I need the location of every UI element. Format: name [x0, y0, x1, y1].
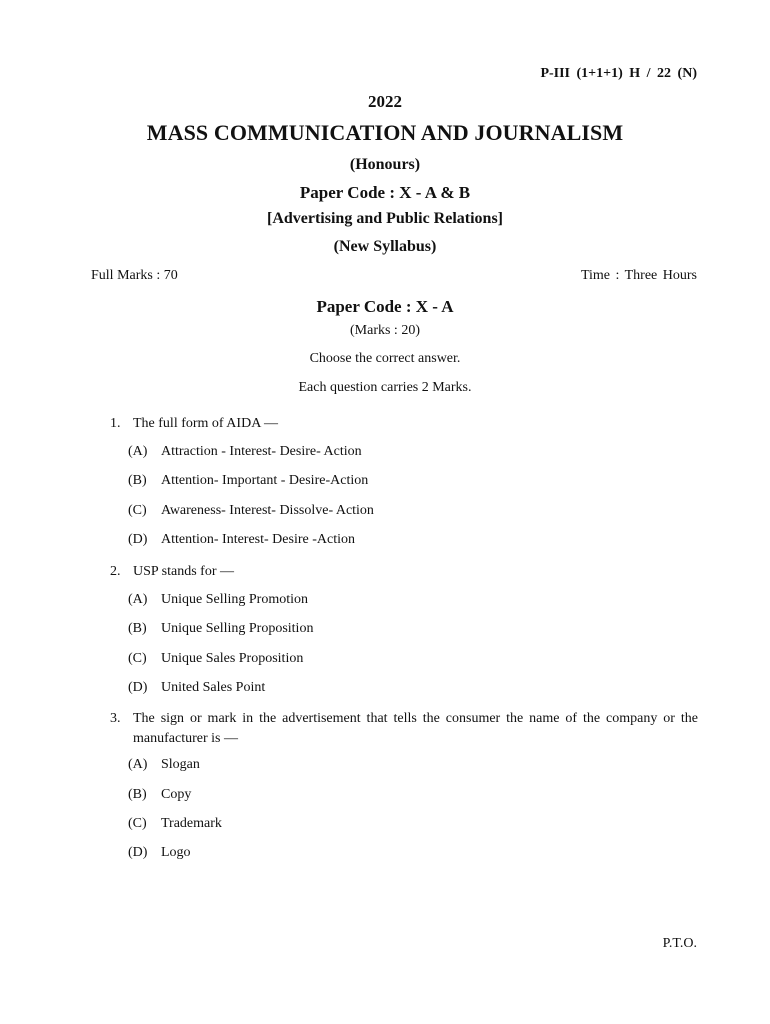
question-number: 3. — [110, 711, 121, 726]
please-turn-over: P.T.O. — [662, 936, 697, 951]
option-label: (A) — [128, 757, 148, 772]
section-title: Paper Code : X - A — [316, 297, 454, 316]
option-text: Trademark — [161, 816, 222, 831]
question-text: The full form of AIDA — — [133, 416, 279, 431]
option-label: (D) — [128, 532, 148, 547]
question-number: 1. — [110, 416, 121, 431]
option-label: (D) — [128, 845, 148, 860]
option-label: (B) — [128, 621, 147, 636]
question — [0, 709, 770, 749]
instruction: Choose the correct answer. — [309, 351, 461, 366]
section-marks: (Marks : 20) — [350, 323, 420, 338]
question — [0, 562, 770, 582]
question-text: USP stands for — — [133, 564, 234, 579]
option-label: (C) — [128, 651, 147, 666]
option-text: Logo — [161, 845, 191, 860]
option-label: (B) — [128, 473, 147, 488]
course-type: (Honours) — [349, 156, 421, 173]
paper-title: [Advertising and Public Relations] — [266, 210, 503, 227]
exam-code: P-III (1+1+1) H / 22 (N) — [540, 66, 697, 81]
question — [0, 414, 770, 434]
option-text: Awareness- Interest- Dissolve- Action — [161, 503, 374, 518]
subject-title: MASS COMMUNICATION AND JOURNALISM — [146, 120, 624, 145]
option-text: Attention- Important - Desire-Action — [161, 473, 369, 488]
exam-time: Time : Three Hours — [580, 268, 697, 283]
option-label: (A) — [128, 444, 148, 459]
option-label: (C) — [128, 816, 147, 831]
option-text: Slogan — [161, 757, 200, 772]
option-text: Unique Selling Promotion — [161, 592, 308, 607]
option-text: Copy — [161, 787, 192, 802]
option-label: (A) — [128, 592, 148, 607]
option-label: (B) — [128, 787, 147, 802]
option-label: (D) — [128, 680, 148, 695]
option-text: Unique Sales Proposition — [161, 651, 304, 666]
instruction: Each question carries 2 Marks. — [298, 380, 472, 395]
option-label: (C) — [128, 503, 147, 518]
syllabus-label: (New Syllabus) — [333, 238, 437, 255]
option-text: Attention- Interest- Desire -Action — [161, 532, 355, 547]
question-number: 2. — [110, 564, 121, 579]
option-text: Unique Selling Proposition — [161, 621, 314, 636]
full-marks: Full Marks : 70 — [91, 268, 178, 283]
question-text: The sign or mark in the advertisement that tells the consumer the name of the company or the manufacturer is — — [133, 711, 698, 746]
option-text: United Sales Point — [161, 680, 266, 695]
exam-year: 2022 — [368, 92, 402, 111]
paper-code: Paper Code : X - A & B — [299, 183, 471, 202]
option-text: Attraction - Interest- Desire- Action — [161, 444, 362, 459]
